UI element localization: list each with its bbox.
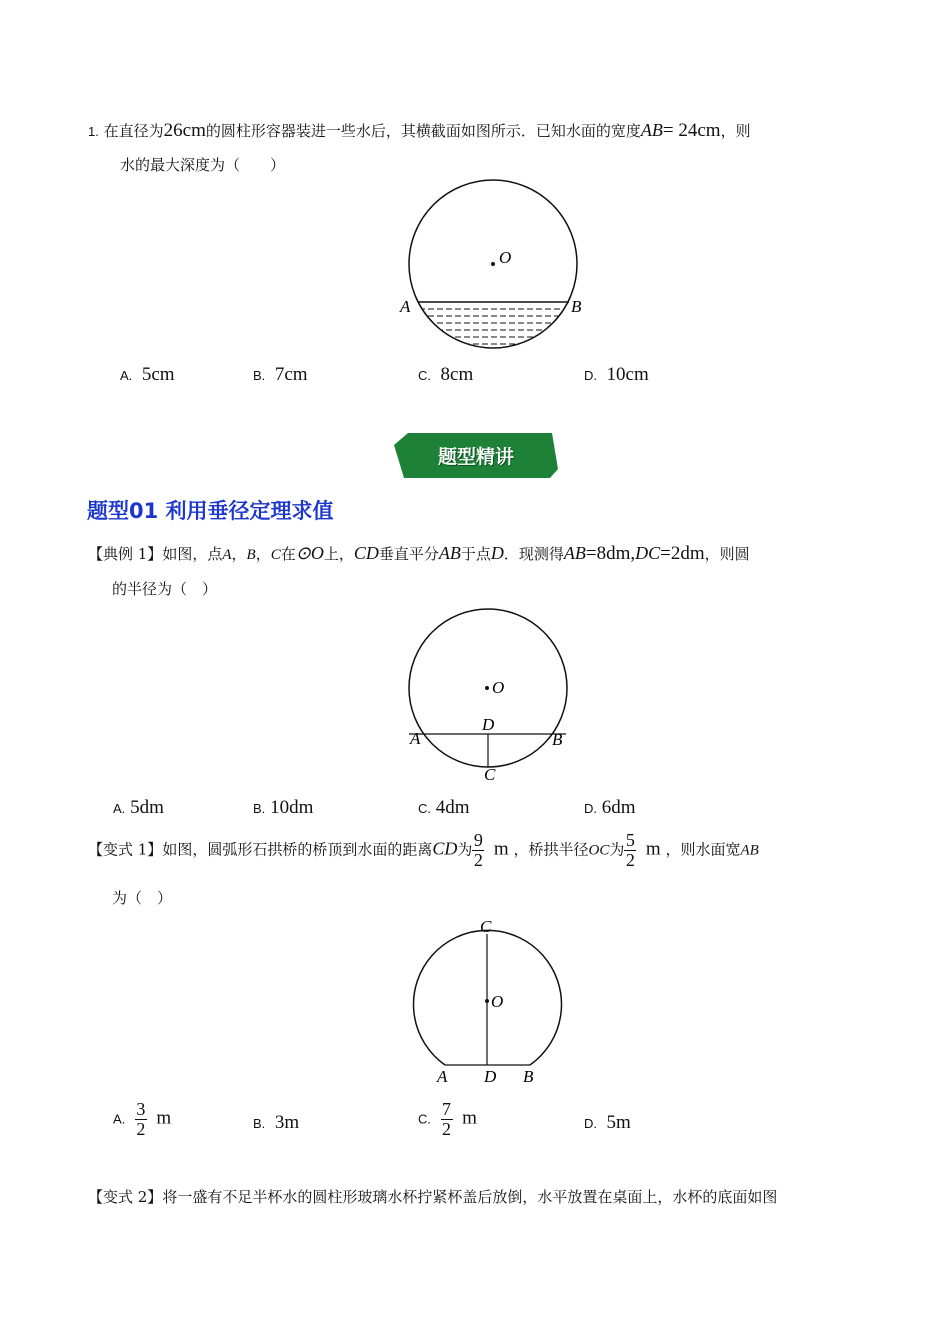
math: =8dm,: [585, 543, 636, 564]
text: ．现测得: [503, 545, 564, 563]
center-point: [485, 999, 489, 1003]
denominator: 2: [442, 1119, 452, 1139]
math: CD: [353, 543, 379, 563]
option-letter: C.: [418, 1111, 431, 1127]
text: 的圆柱形容器装进一些水后，其横截面如图所示．已知水面的宽度: [205, 122, 641, 140]
example-1-line-1: [88, 543, 750, 565]
option-d[interactable]: [584, 1112, 631, 1134]
denominator: 2: [473, 850, 483, 870]
label-o: O: [492, 678, 505, 697]
math: A: [222, 547, 232, 563]
text: 如图，点: [162, 545, 223, 563]
text: ，桥拱半径: [513, 840, 589, 859]
text: ，则水面宽: [665, 840, 741, 859]
text: 将一盛有不足半杯水的圆柱形玻璃水杯拧紧杯盖后放倒，水平放置在桌面上，水杯的底面如图: [162, 1188, 778, 1206]
unit: m: [645, 838, 661, 860]
numerator: 7: [442, 1099, 452, 1119]
math: OC: [588, 842, 610, 859]
numerator: 3: [136, 1099, 146, 1119]
option-b[interactable]: [253, 797, 313, 819]
option-value: 5dm: [130, 797, 164, 818]
option-b[interactable]: [253, 1112, 299, 1134]
variant-1-line-1: [88, 831, 759, 870]
option-value: 4dm: [435, 797, 470, 818]
text: ，: [231, 545, 247, 563]
fraction: [135, 1100, 147, 1139]
label-c: C: [484, 765, 496, 784]
option-c[interactable]: [418, 1100, 477, 1139]
denominator: 2: [625, 850, 635, 870]
text: 上，: [323, 545, 354, 563]
option-a[interactable]: [120, 364, 175, 386]
label-o: O: [491, 992, 504, 1011]
text: 于点: [460, 545, 491, 563]
example-1-line-2: 的半径为（ ）: [112, 580, 218, 598]
option-letter: C.: [418, 801, 431, 816]
math: AB: [640, 120, 663, 140]
variant-2-line-1: [88, 1186, 777, 1207]
text: 在直径为: [103, 122, 164, 140]
option-value: 8cm: [440, 364, 474, 385]
math: CD: [432, 838, 458, 859]
option-d[interactable]: [584, 797, 636, 819]
question-1-line-1: [88, 120, 751, 142]
section-heading: 题型01 利用垂径定理求值: [87, 499, 334, 523]
option-c[interactable]: [418, 797, 470, 819]
value: 24: [678, 120, 698, 141]
figure-variant-1-bridge: [400, 912, 580, 1092]
option-value: 5cm: [141, 364, 175, 385]
option-letter: A.: [120, 368, 133, 383]
option-value: 7cm: [274, 364, 308, 385]
label-d: D: [482, 715, 495, 734]
text: 垂直平分: [378, 545, 439, 563]
option-letter: A.: [113, 1111, 126, 1127]
option-value: 3m: [274, 1112, 300, 1133]
label-a: A: [400, 297, 411, 316]
banner-text: 题型精讲: [437, 446, 514, 468]
label-b: B: [523, 1067, 534, 1086]
unit: cm: [182, 120, 206, 141]
option-value: 6dm: [601, 797, 636, 818]
option-value: 10cm: [606, 364, 649, 385]
option-c[interactable]: [418, 364, 473, 386]
numerator: 9: [473, 830, 483, 850]
fraction: [624, 831, 636, 870]
option-a[interactable]: [113, 1100, 171, 1139]
tag: 【变式 1】: [88, 840, 163, 859]
math: D: [490, 543, 504, 563]
unit: m: [156, 1107, 172, 1129]
figure-water-circle: [390, 170, 600, 360]
option-value: 5m: [606, 1112, 631, 1133]
variant-1-line-2: 为（ ）: [112, 889, 173, 907]
denominator: 2: [136, 1119, 146, 1139]
math: C: [270, 547, 281, 563]
math: AB: [438, 543, 461, 563]
math: DC: [635, 543, 661, 563]
math: AB: [563, 543, 586, 563]
tag: 【典例 1】: [88, 545, 163, 563]
question-number: 1.: [88, 124, 99, 139]
option-b[interactable]: [253, 364, 308, 386]
math: AB: [740, 842, 759, 859]
math: ⊙: [295, 543, 311, 563]
tag: 【变式 2】: [88, 1188, 163, 1206]
option-letter: A.: [113, 801, 126, 816]
unit: m: [493, 838, 509, 860]
option-letter: D.: [584, 801, 597, 816]
fraction: [472, 831, 484, 870]
center-point: [491, 262, 495, 266]
water-hatch: [410, 309, 580, 344]
option-letter: B.: [253, 801, 266, 816]
option-letter: D.: [584, 368, 597, 383]
numerator: 5: [625, 830, 635, 850]
option-d[interactable]: [584, 364, 649, 386]
option-letter: B.: [253, 368, 266, 383]
unit: cm: [697, 120, 721, 141]
label-o: O: [499, 248, 512, 267]
text: ，则: [720, 122, 751, 140]
label-b: B: [571, 297, 582, 316]
label-c: C: [480, 917, 492, 936]
math: O: [310, 543, 324, 563]
center-point: [485, 686, 489, 690]
label-d: D: [484, 1067, 497, 1086]
text: 如图，圆弧形石拱桥的桥顶到水面的距离: [162, 840, 433, 859]
text: ，: [255, 545, 271, 563]
unit: m: [462, 1107, 477, 1129]
question-1-line-2: 水的最大深度为（ ）: [120, 156, 286, 174]
text: 在: [280, 545, 296, 563]
option-letter: C.: [418, 368, 431, 383]
math: =2dm: [660, 543, 705, 564]
math: =: [662, 120, 679, 141]
section-banner: [394, 431, 558, 479]
math: B: [246, 547, 256, 563]
text: 为: [457, 840, 473, 859]
option-value: 10dm: [270, 797, 314, 818]
label-b: B: [552, 730, 563, 749]
value: 26: [163, 120, 183, 141]
text: ，则圆: [704, 545, 750, 563]
option-letter: D.: [584, 1116, 597, 1131]
fraction: [441, 1100, 453, 1139]
label-a: A: [437, 1067, 448, 1086]
text: 为: [609, 840, 625, 859]
figure-example-1: [395, 600, 585, 790]
option-a[interactable]: [113, 797, 164, 819]
label-a: A: [410, 729, 421, 748]
option-letter: B.: [253, 1116, 266, 1131]
